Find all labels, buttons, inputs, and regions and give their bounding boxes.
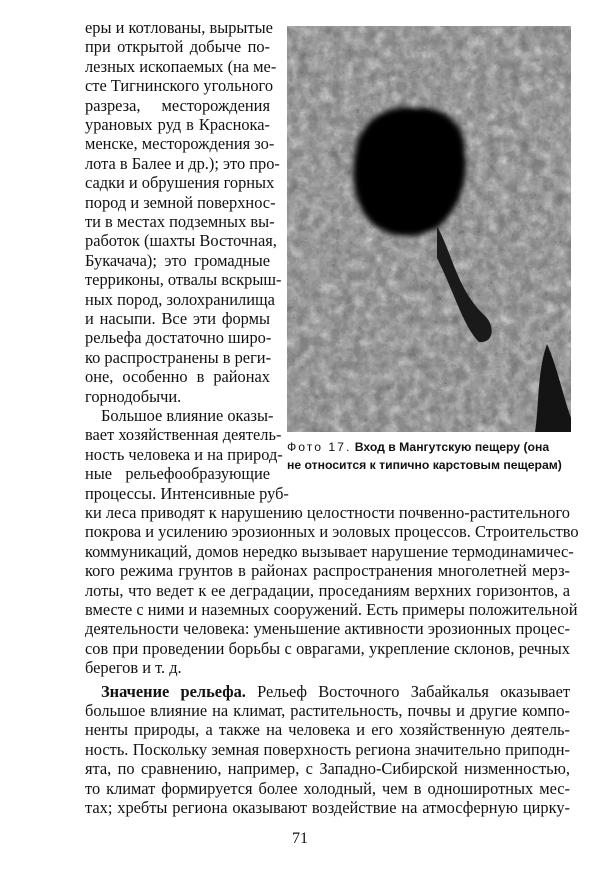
photo-caption-line-2: не относится к типично карстовым пещерам) xyxy=(287,458,562,472)
text-line: вместе с ними и наземных сооружений. Есть примеры положительной xyxy=(85,600,578,619)
text-line: менске, месторождения зо- xyxy=(85,134,275,154)
text-line: кого режима грунтов в районах распространения многолетней мерз- xyxy=(85,561,570,581)
text-line: ные рельефообразующие xyxy=(85,464,270,484)
text-line: лезных ископаемых (на ме- xyxy=(85,56,277,76)
text-line: при открытой добыче по- xyxy=(85,37,270,57)
text-line: оне, особенно в районах xyxy=(85,367,270,387)
text-line: берегов и т. д. xyxy=(85,658,182,678)
text-line: урановых руд в Краснока- xyxy=(85,115,270,134)
text-line: большое влияние на климат, растительность, почвы и другие компо- xyxy=(85,701,570,720)
text-line: ненты природы, а также на человека и его хозяйственную деятель- xyxy=(85,720,570,740)
photo-caption-title: Вход в Мангутскую пещеру (она xyxy=(354,440,550,454)
text-line: садки и обрушения горных xyxy=(85,173,275,193)
text-line: процессы. Интенсивные руб- xyxy=(85,483,289,503)
text-line: ность человека и на природ- xyxy=(85,444,283,464)
text-line: лота в Балее и др.); это про- xyxy=(85,153,280,173)
text-line: ята, по сравнению, например, с Западно-Сибирской низменностью, xyxy=(85,759,570,779)
page-number: 71 xyxy=(292,830,308,848)
cave-entrance-image xyxy=(287,26,571,432)
text-line: Букачача); это громадные xyxy=(85,250,270,270)
text-line: пород и земной поверхнос- xyxy=(85,192,276,212)
section-first-line-text: Рельеф Восточного Забайкалья оказывает xyxy=(257,681,571,701)
cave-entrance-photo xyxy=(287,26,571,432)
text-line: лоты, что ведет к ее деградации, проседаниям верхних горизонтов, а xyxy=(85,580,570,600)
text-line: разреза, месторождения xyxy=(85,95,270,115)
text-line: ных пород, золохранилища xyxy=(85,289,275,309)
text-line: терриконы, отвалы вскрыш- xyxy=(85,270,282,290)
text-line: рельефа достаточно широ- xyxy=(85,328,272,348)
text-line: тах; хребты региона оказывают воздействие на атмосферную цирку- xyxy=(85,798,570,817)
text-line: деятельности человека: уменьшение активности эрозионных процес- xyxy=(85,619,570,639)
photo-caption-line-1 xyxy=(287,438,577,456)
text-line: ность. Поскольку земная поверхность региона значительно приподн- xyxy=(85,739,570,759)
text-line: работок (шахты Восточная, xyxy=(85,231,277,251)
text-line: покрова и усилению эрозионных и эоловых процессов. Строительство xyxy=(85,522,579,542)
text-line: ти в местах подземных вы- xyxy=(85,212,275,231)
text-line: и насыпи. Все эти формы xyxy=(85,309,270,328)
text-line: ко распространены в реги- xyxy=(85,347,272,367)
text-line: сов при проведении борьбы с оврагами, укрепление склонов, речных xyxy=(85,638,570,658)
photo-caption-label: Фото 17. xyxy=(287,440,352,454)
text-line: еры и котлованы, вырытые xyxy=(85,18,273,37)
text-line: то климат формируется более холодный, чем в одноширотных мес- xyxy=(85,778,570,798)
text-line: горнодобычи. xyxy=(85,386,182,406)
section-heading: Значение рельефа. xyxy=(101,681,246,701)
text-line: сте Тигнинского угольного xyxy=(85,76,274,96)
text-line: ки леса приводят к нарушению целостности почвенно-растительного xyxy=(85,503,570,522)
paragraph-first-line: Большое влияние оказы- xyxy=(101,406,274,425)
text-line: коммуникаций, домов нередко вызывает нарушение термодинамичес- xyxy=(85,541,574,561)
text-line: вает хозяйственная деятель- xyxy=(85,425,282,445)
